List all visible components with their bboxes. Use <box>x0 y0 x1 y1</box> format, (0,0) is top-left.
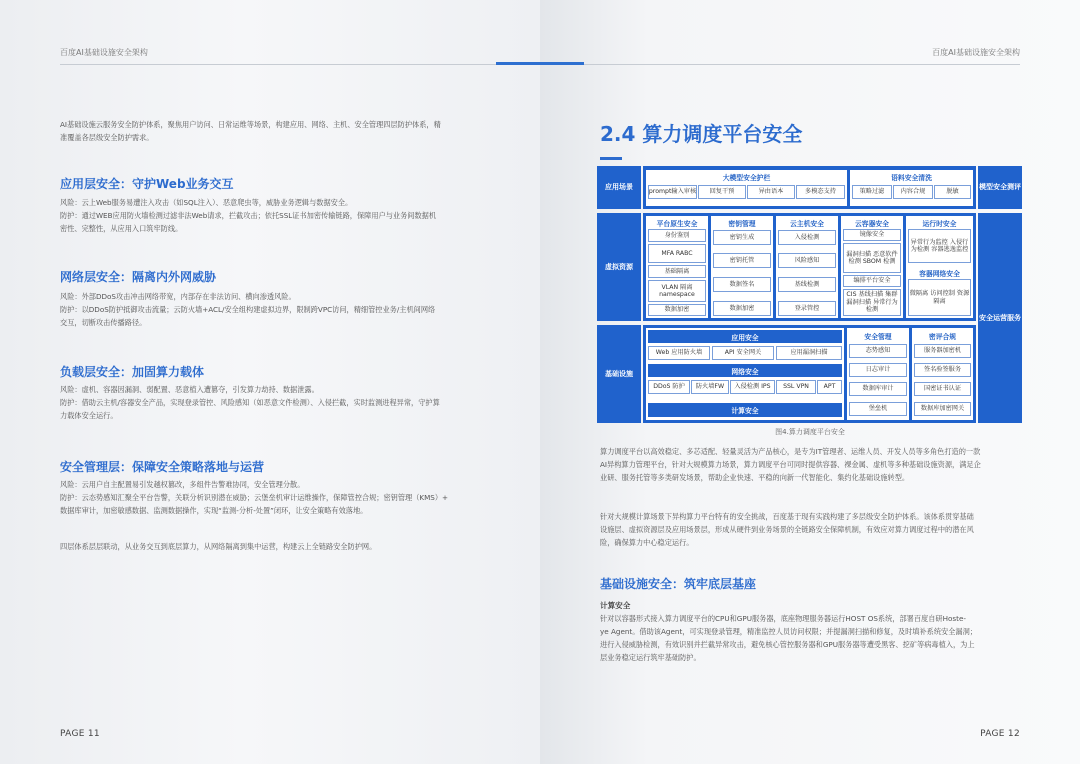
container-network-title: 容器网络安全 <box>919 270 960 278</box>
net-security-item: APT <box>817 380 842 394</box>
compute-security-header: 计算安全 <box>648 403 842 417</box>
text-line: 层业务稳定运行筑牢基础防护。 <box>600 653 701 662</box>
platform-item: 数据加密 <box>648 304 706 316</box>
security-management-item: 日志审计 <box>849 363 907 377</box>
corpus-item: 脱敏 <box>934 185 971 199</box>
section-body-workload <box>60 383 440 422</box>
text-line: 风险：云用户自主配置易引发越权篡改，多组件告警难协同，安全管理分散。 <box>60 480 305 489</box>
section-body-application <box>60 196 436 235</box>
right-page <box>540 0 1080 764</box>
llm-guard-title: 大模型安全护栏 <box>722 174 771 182</box>
text-line: 风险：云上Web服务易遭注入攻击（如SQL注入）、恶意爬虫等，威胁业务逻辑与数据安全。 <box>60 198 353 207</box>
section-body-management <box>60 478 448 517</box>
left-header-accent <box>496 62 540 65</box>
host-security-title: 云主机安全 <box>790 220 824 228</box>
text-line: 进行入侵威胁检测，有效识别并拦截异常攻击，避免核心管控服务器和GPU服务器等遭受黑客、挖矿等病毒植入，为上 <box>600 640 975 649</box>
key-item: 数据签名 <box>713 277 771 292</box>
text-line: 防护：借助云主机/容器安全产品，实现登录管控、风险感知（如恶意文件检测）、入侵拦截，实时监测进程异常，守护算 <box>60 398 440 407</box>
security-management-title: 安全管理 <box>864 333 892 341</box>
text-line: 业研、服务托管等多类研发场景，帮助企业快速、平稳的向新一代智能化、集约化基础设施转型。 <box>600 473 910 482</box>
crypto-compliance-item: 服务器加密机 <box>914 344 971 358</box>
section-title-application: 应用层安全：守护Web业务交互 <box>60 177 234 191</box>
right-header-accent <box>540 62 584 65</box>
container-item: 编排平台安全 <box>843 275 901 287</box>
corpus-item: 策略过滤 <box>852 185 892 199</box>
llm-guard-item: 异由语本 <box>747 185 795 199</box>
text-line: 风险：虚机、容器因漏洞、弱配置、恶意植入遭篡夺，引发算力劫持、数据泄露。 <box>60 385 319 394</box>
host-item: 登录管控 <box>778 301 836 316</box>
row-label-virtual-resources: 虚拟资源 <box>597 213 641 321</box>
architecture-diagram <box>597 166 1022 423</box>
right-running-head: 百度AI基础设施安全架构 <box>932 48 1020 57</box>
text-line: 针对大规模计算场景下异构算力平台特有的安全挑战，百度基于现有实践构建了多层级安全防护体系。该体系贯穿基础 <box>600 512 974 521</box>
app-security-item: API 安全网关 <box>712 346 774 360</box>
app-security-header: 应用安全 <box>648 330 842 343</box>
crypto-compliance-item: 数据库加密网关 <box>914 402 971 416</box>
figure-caption: 图4.算力调度平台安全 <box>775 428 845 436</box>
left-header-rule <box>60 64 540 65</box>
right-paragraph-2 <box>600 510 974 549</box>
llm-guard-item: prompt输入审核 <box>648 185 697 199</box>
text-line: AI异构算力管理平台，针对大规模算力场景，算力调度平台可同时提供容器、裸金属、虚机等多种基础设施资源，满足企 <box>600 460 981 469</box>
text-line: 防护：以DDoS防护抵御攻击流量；云防火墙+ACL/安全组构建虚拟边界，限制跨VPC访问，精细管控业务/主机间网络 <box>60 305 436 314</box>
row-label-infrastructure: 基础设施 <box>597 325 641 423</box>
section-title: 2.4 算力调度平台安全 <box>600 122 803 146</box>
model-eval-label: 模型安全测评 <box>978 166 1022 209</box>
text-line: 设施层、虚拟资源层及应用场景层，形成从硬件到业务场景的全链路安全保障机制，有效应对算力调度过程中的潜在风 <box>600 525 974 534</box>
security-management-item: 数据库审计 <box>849 382 907 396</box>
container-item: 镜像安全 <box>843 229 901 241</box>
container-security-title: 云容器安全 <box>855 220 889 228</box>
left-running-head: 百度AI基础设施安全架构 <box>60 48 148 57</box>
page-number-left: PAGE 11 <box>60 729 100 739</box>
key-item: 数据加密 <box>713 301 771 316</box>
section-title-workload: 负载层安全：加固算力载体 <box>60 365 205 379</box>
host-item: 入侵检测 <box>778 230 836 245</box>
page-number-right: PAGE 12 <box>980 729 1020 739</box>
app-security-item: 应用漏洞扫描 <box>776 346 842 360</box>
text-line: 防护：云态势感知汇聚全平台告警，关联分析识别潜在威胁；云堡垒机审计运维操作，保障管控合规；密钥管理（KMS）+ <box>60 493 449 502</box>
security-ops-label: 安全运营服务 <box>978 213 1022 423</box>
right-paragraph-3 <box>600 612 977 664</box>
key-management-title: 密钥管理 <box>728 220 756 228</box>
infrastructure-section-title: 基础设施安全：筑牢底层基座 <box>600 577 757 591</box>
title-underline <box>600 157 622 160</box>
row-label-app-scene: 应用场景 <box>597 166 641 209</box>
left-intro <box>60 118 441 144</box>
right-paragraph-1 <box>600 445 981 484</box>
text-line: 交互，切断攻击传播路径。 <box>60 318 147 327</box>
platform-item: 身份鉴别 <box>648 229 706 242</box>
container-item: 漏洞扫描 恶意软件检测 SBOM 检测 <box>843 243 901 273</box>
section-title-network: 网络层安全：隔离内外网威胁 <box>60 270 217 284</box>
crypto-compliance-item: 签名验签服务 <box>914 363 971 377</box>
key-item: 密钥托管 <box>713 253 771 268</box>
crypto-compliance-title: 密评合规 <box>928 333 957 341</box>
platform-security-title: 平台原生安全 <box>656 220 698 228</box>
section-body-network <box>60 290 435 329</box>
text-line: AI基础设施云服务安全防护体系，聚焦用户访问、日常运维等场景，构建应用、网络、主机、安全管理四层防护体系，精 <box>60 120 441 129</box>
text-line: 针对以容器形式接入算力调度平台的CPU和GPU服务器，底座物理服务器运行HOST OS系统，部署百度自研Hoste- <box>600 614 966 623</box>
compute-security-subtitle: 计算安全 <box>600 601 631 610</box>
net-security-item: 防火墙FW <box>691 380 729 394</box>
host-item: 风险感知 <box>778 253 836 268</box>
runtime-security-title: 运行时安全 <box>922 220 957 228</box>
text-line: 风险：外部DDoS攻击冲击网络带宽，内部存在非法访问、横向渗透风险。 <box>60 292 296 301</box>
container-item: CIS 基线扫描 集群漏洞扫描 异常行为检测 <box>843 289 901 316</box>
left-closing <box>60 540 376 553</box>
text-line: 防护：通过WEB应用防火墙检测过滤非法Web请求，拦截攻击；依托SSL证书加密传输链路，保障用户与业务间数据机 <box>60 211 437 220</box>
text-line: ye Agent。借助该Agent，可实现登录管理，精准监控人员访问权限；并提漏洞扫描和修复，及时填补系统安全漏洞； <box>600 627 977 636</box>
security-management-item: 态势感知 <box>849 344 907 358</box>
platform-item: 基础隔离 <box>648 265 706 278</box>
text-line: 险，确保算力中心稳定运行。 <box>600 538 694 547</box>
platform-item: VLAN 隔离 namespace <box>648 280 706 302</box>
key-item: 密钥生成 <box>713 230 771 245</box>
net-security-header: 网络安全 <box>648 364 842 377</box>
net-security-item: SSL VPN <box>776 380 816 394</box>
llm-guard-item: 回复干预 <box>698 185 746 199</box>
text-line: 准覆盖各层级安全防护需求。 <box>60 133 154 142</box>
text-line: 密性、完整性，从应用入口筑牢防线。 <box>60 224 183 233</box>
security-management-item: 堡垒机 <box>849 402 907 416</box>
net-security-item: 入侵检测 IPS <box>730 380 775 394</box>
corpus-clean-title: 语料安全清洗 <box>891 174 932 182</box>
text-line: 力载体安全运行。 <box>60 411 118 420</box>
host-item: 基线检测 <box>778 277 836 292</box>
right-header-rule <box>540 64 1020 65</box>
net-security-item: DDoS 防护 <box>648 380 690 394</box>
text-line: 算力调度平台以高效稳定、多芯适配、轻量灵活为产品核心，是专为IT管理者、运维人员、开发人员等多角色打造的一款 <box>600 447 981 456</box>
section-title-management: 安全管理层：保障安全策略落地与运营 <box>60 460 265 474</box>
crypto-compliance-item: 国密证书认证 <box>914 382 971 396</box>
corpus-item: 内容合规 <box>893 185 933 199</box>
text-line: 数据库审计，加密敏感数据、监测数据操作，实现“监测-分析-处置”闭环，让安全策略有效落地。 <box>60 506 368 515</box>
container-network-item: 微隔离 访问控制 资源隔离 <box>908 279 971 316</box>
text-line: 四层体系层层联动，从业务交互到底层算力，从网络隔离到集中运营，构建云上全链路安全防护网。 <box>60 542 377 551</box>
platform-item: MFA RABC <box>648 244 706 263</box>
llm-guard-item: 多模态支持 <box>796 185 845 199</box>
app-security-item: Web 应用防火墙 <box>648 346 710 360</box>
runtime-item: 异常行为监控 入侵行为检测 容器逃逸监控 <box>908 229 971 263</box>
